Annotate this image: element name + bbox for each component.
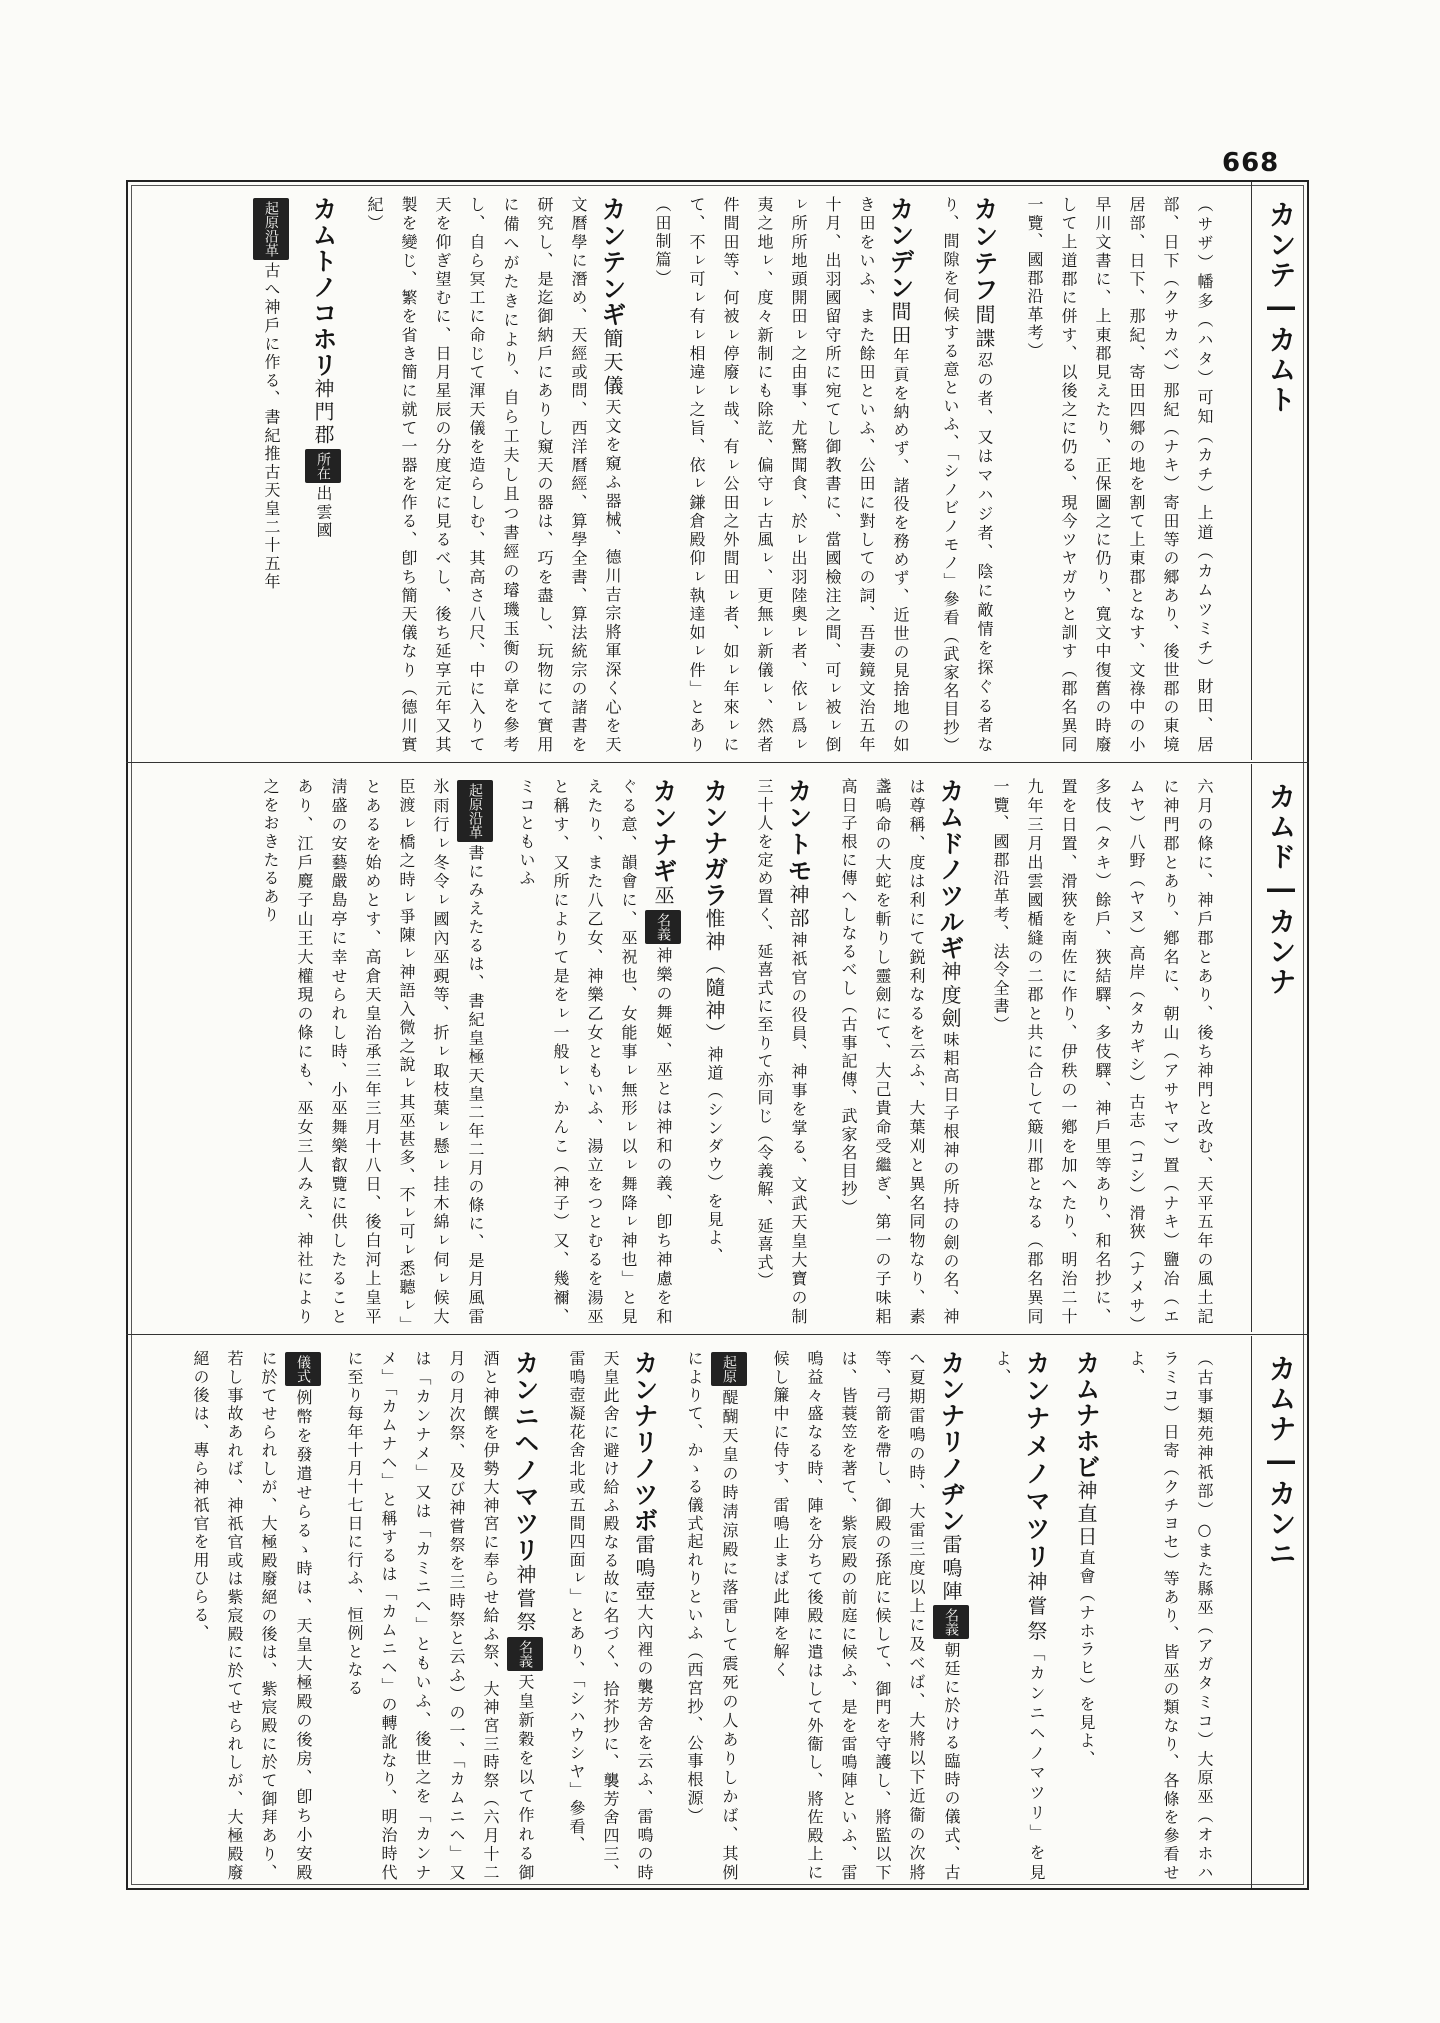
section-tag: 起原沿革 <box>457 780 493 842</box>
tier-top <box>126 182 1309 760</box>
dictionary-entry <box>305 196 341 754</box>
entry-headword: カムナホビ <box>1072 1350 1101 1480</box>
dictionary-entry <box>509 778 681 1326</box>
entry-kanji: 簡天儀 <box>600 328 624 399</box>
running-head: カムド―カンナ <box>1251 764 1309 1332</box>
dictionary-entry <box>677 1350 747 1882</box>
dictionary-entry <box>183 1350 321 1882</box>
dictionary-entry <box>559 1350 661 1882</box>
entry-text: 忍の者、又はマハジ者、陰に敵情を探ぐる者なり、間隙を伺候する意といふ、「シノビノモノ」參看（武家名目抄） <box>941 196 994 756</box>
tier-body <box>126 182 1251 760</box>
dictionary-entry <box>1069 1350 1103 1882</box>
entry-kanji: 間田 <box>888 300 912 348</box>
entry-headword: カンニヘノマツリ <box>511 1350 540 1564</box>
entry-kanji: 間諜 <box>972 303 996 352</box>
running-head: カムナ―カンニ <box>1251 1336 1309 1888</box>
section-tag: 名義 <box>507 1637 543 1671</box>
entry-text: 天文を窺ふ器械、德川吉宗將軍深く心を天文曆學に潛め、天經或問、西洋曆經、算學全書、算法統宗の諸書を研究し、是迄御納戶にありし窺天の器は、巧を盡し、玩物にて實用に備へがたきにより、自ら工夫し且つ書經の璿璣玉衡の章を參考し、自ら冥工に命じて渾天儀を造らしむ、其高さ八尺、中に入りて天を仰ぎ望むに、日月星辰の分度定に見るべし、後ち延享元年又其製を變じ、繁を省き簡に就て一器を作る、卽ち簡天儀なり（德川實紀） <box>365 196 622 755</box>
entry-text: 大內裡の襲芳舍を云ふ、雷鳴の時天皇此舍に避け給ふ殿なる故に名づく、拾芥抄に、襲芳舍四三、雷鳴壺凝花舍北或五間四面ㇾ」とあり、「シハウシヤ」參看、 <box>567 1350 654 1883</box>
tier-bottom <box>126 1336 1309 1888</box>
section-tag: 名義 <box>645 910 681 944</box>
dictionary-entry <box>253 778 493 1326</box>
dictionary-entry <box>1119 1350 1221 1882</box>
entry-headword: カンナリノツボ <box>630 1350 659 1534</box>
section-tag: 所在 <box>305 449 341 483</box>
dictionary-entry <box>253 196 289 754</box>
dictionary-entry <box>337 1350 543 1882</box>
dictionary-entry <box>933 196 1001 754</box>
dictionary-entry <box>747 778 815 1326</box>
running-head: カンテ―カムト <box>1251 182 1309 760</box>
entry-text: 直會（ナホラヒ）を見よ、 <box>1077 1549 1096 1769</box>
section-tag: 名義 <box>933 1605 969 1639</box>
entry-text: 書にみえたるは、書紀皇極天皇二年二月の條に、是月風雷氷雨行ㇾ冬令ㇾ國內巫覡等、折ㇾ取枝葉ㇾ懸ㇾ挂木綿ㇾ伺ㇾ候大臣渡ㇾ橋之時ㇾ爭陳ㇾ神語入微之說ㇾ其巫甚多、不ㇾ可ㇾ悉聽ㇾ」とあるを始めとす、高倉天皇治承三年三月十八日、後白河上皇平淸盛の安藝嚴島亭に幸せられし時、小巫舞樂叡覽に供したることあり、江戶麑子山王大權現の條にも、巫女三人みえ、神社により之をおきたるあり <box>261 778 485 1326</box>
entry-headword: カンナリノヂン <box>937 1350 966 1534</box>
tier-divider <box>126 762 1309 763</box>
entry-headword: カンナメノマツリ <box>1022 1350 1051 1571</box>
entry-text: 朝廷に於ける臨時の儀式、古へ夏期雷鳴の時、大雷三度以上に及べば、大將以下近衞の次將等、弓箭を帶し、御殿の孫庇に候して、御門を守護し、將監以下は、皆蓑笠を著て、紫宸殿の前庭に候ふ、是を雷鳴陣といふ、雷鳴益々盛なる時、陣を分ちて後殿に遣はして外衞し、將佐殿上に候し簾中に侍す、雷鳴止まば此陣を解く <box>771 1350 961 1883</box>
entry-headword: カントモ <box>784 778 813 885</box>
entry-kanji: 惟神（隨神） <box>702 908 726 1046</box>
entry-headword: カンナガラ <box>700 778 729 908</box>
entry-headword: カムドノツルギ <box>936 778 965 962</box>
entry-text: 出雲國 <box>314 485 333 540</box>
entry-text: 例幣を發遣せらるゝ時は、天皇大極殿の後房、卽ち小安殿に於てせられしが、大極殿廢絕の後は、紫宸殿に於て御拜あり、若し事故あれば、神祇官或は紫宸殿に於てせられしが、大極殿廢絕の後は、專ら神祇官を用ひらる、 <box>191 1350 313 1882</box>
entry-headword: カンテンギ <box>598 196 627 329</box>
entry-text: 味耜高日子根神の所持の劍の名、神は尊稱、度は利にて鋭利なるを云ふ、大葉刈と異名同物なり、素盞嗚命の大蛇を斬りし靈劍にて、大己貴命受繼ぎ、第一の子味耜高日子根に傳へしなるべし（古事記傳、武家名目抄） <box>839 778 960 1327</box>
dictionary-entry <box>1017 196 1221 754</box>
entry-kanji: 神門郡 <box>311 378 335 447</box>
tier-divider <box>126 1334 1309 1335</box>
dictionary-entry <box>697 778 731 1326</box>
entry-kanji: 神直日 <box>1074 1480 1098 1549</box>
dictionary-entry <box>357 196 629 754</box>
entry-kanji: 巫 <box>651 884 675 909</box>
entry-text: 醍醐天皇の時淸涼殿に落雷して震死の人ありしかば、其例によりて、かゝる儀式起れりといふ（西宮抄、公事根源） <box>685 1350 739 1882</box>
entry-headword: カンデン <box>886 196 915 301</box>
entry-headword: カムトノコホリ <box>309 196 338 378</box>
entry-kanji: 神部 <box>786 884 810 932</box>
entry-kanji: 雷鳴壺 <box>632 1533 656 1604</box>
section-tag: 起原 <box>711 1352 747 1386</box>
tier-middle <box>126 764 1309 1332</box>
dictionary-entry <box>645 196 917 754</box>
dictionary-entry <box>763 1350 969 1882</box>
entry-text: 「カンニヘノマツリ」を見よ、 <box>993 1350 1046 1882</box>
section-tag: 儀式 <box>285 1352 321 1386</box>
tier-body <box>126 764 1251 1332</box>
entry-text: 神祇官の役員、神事を掌る、文武天皇大寶の制三十人を定め置く、延喜式に至りて亦同じ（令義解、延喜式） <box>755 778 808 1327</box>
entry-text: 天皇新穀を以て作れる御酒と神饌を伊勢大神宮に奉らせ給ふ祭、大神宮三時祭（六月十二月の月次祭、及び神嘗祭を三時祭と云ふ）の一、「カムニヘ」又は「カンナメ」又は「カミニヘ」ともいふ、後世之を「カンナメ」「カムナヘ」と稱するは「カムニヘ」の轉訛なり、明治時代に至り每年十月十七日に行ふ、恒例となる <box>345 1350 535 1883</box>
entry-kanji: 神度劍 <box>938 961 962 1031</box>
entry-kanji: 雷鳴陣 <box>939 1533 963 1604</box>
page-number: 668 <box>1222 148 1280 178</box>
entry-text: 神樂の舞姬、巫とは神和の義、卽ち神慮を和ぐる意、韻會に、巫祝也、女能事ㇾ無形ㇾ以ㇾ舞降ㇾ神也」と見えたり、また八乙女、神樂乙女ともいふ、湯立をつとむるを湯巫と稱す、又所によりて是をㇾ一般ㇾ、かんこ（神子）又、幾禰、ミコともいふ <box>517 778 673 1327</box>
tier-body <box>126 1336 1251 1888</box>
entry-text: 六月の條に、神戶郡とあり、後ち神門と改む、天平五年の風土記に神門郡とあり、鄕名に、朝山（アサヤマ）置（ナキ）鹽冶（エムヤ）八野（ヤヌ）高岸（タカギシ）古志（コシ）滑狹（ナメサ）多伎（タキ）餘戶、狹結驛、多伎驛、神戶里等あり、和名抄に、置を日置、滑狹を南佐に作り、伊秩の一鄕を加へたり、明治二十九年三月出雲國楯縫の二郡と共に合して簸川郡となる（郡名異同一覽、國郡沿革考、法令全書） <box>991 778 1214 1326</box>
entry-text: 古へ神戶に作る、書紀推古天皇二十五年 <box>262 262 281 592</box>
entry-text: （サザ）幡多（ハタ）可知（カチ）上道（カムツミチ）財田、居部、日下（クサカベ）那紀（ナキ）寄田等の郷あり、後世郡の東境居部、日下、那紀、寄田四郷の地を割て上東郡となす、文祿中の小早川文書に、上東郡見えたり、正保圖之に仍り、寬文中復舊の時廢して上道郡に併す、以後之に仍る、現今ツヤガウと訓す（郡名異同一覽、國郡沿革考） <box>1025 196 1214 754</box>
entry-text: （古事類苑神祇部）○また縣巫（アガタミコ）大原巫（オホハラミコ）日寄（クチヨセ）等あり、皆巫の類なり、各條を參看せよ、 <box>1127 1350 1214 1882</box>
entry-text: 神道（シンダウ）を見よ、 <box>705 1046 724 1266</box>
entry-kanji: 神嘗祭 <box>513 1563 537 1635</box>
section-tag: 起原沿革 <box>253 198 289 260</box>
dictionary-entry <box>985 1350 1053 1882</box>
dictionary-entry <box>831 778 967 1326</box>
entry-headword: カンナギ <box>649 778 678 885</box>
entry-text: 年貢を納めず、諸役を務めず、近世の見捨地の如き田をいふ、また餘田といふ、公田に對しての詞、吾妻鏡文治五年十月、出羽國留守所に宛てし御教書に、當國檢注之間、可ㇾ被ㇾ倒ㇾ所所地頭開田ㇾ之由事、尤驚聞食、於ㇾ出羽陸奧ㇾ者、依ㇾ爲ㇾ夷之地ㇾ、度々新制にも除訖、偏守ㇾ古風ㇾ、更無ㇾ新儀ㇾ、然者件間田等、何被ㇾ停廢ㇾ哉、有ㇾ公田之外間田ㇾ者、如ㇾ年來ㇾにて、不ㇾ可ㇾ有ㇾ相違ㇾ之旨、依ㇾ鎌倉殿仰ㇾ執達如ㇾ件」とあり（田制篇） <box>653 196 910 755</box>
dictionary-entry <box>983 778 1221 1326</box>
entry-kanji: 神嘗祭 <box>1024 1570 1048 1645</box>
entry-headword: カンテフ <box>970 196 999 304</box>
